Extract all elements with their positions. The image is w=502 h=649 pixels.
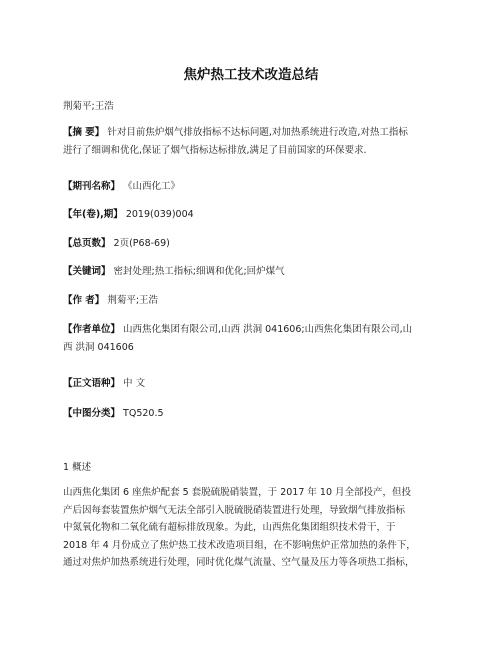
body-line: 产后因每套装置焦炉烟气无法全部引入脱硫脱硝装置进行处理，导致烟气排放指标 [63, 504, 406, 516]
pages-field [63, 235, 443, 253]
affiliation-text-line-2: 西 洪洞 041606 [63, 341, 134, 353]
language-value: 中 文 [123, 378, 146, 389]
abstract-text-line-1: 针对目前焦炉烟气排放指标不达标问题,对加热系统进行改造,对热工指标 [107, 127, 408, 138]
year-issue-field [63, 206, 443, 224]
classification-field [63, 405, 443, 423]
affiliation-text-line-1: 山西焦化集团有限公司,山西 洪洞 041606;山西焦化集团有限公司,山 [123, 324, 413, 335]
journal-value: 《山西化工》 [123, 181, 181, 192]
year-issue-value: 2019(039)004 [125, 209, 194, 220]
classification-value: TQ520.5 [123, 408, 164, 419]
journal-label: 【期刊名称】 [63, 181, 121, 192]
keywords-label: 【关键词】 [63, 266, 111, 277]
pages-value: 2页(P68-69) [113, 238, 170, 249]
year-issue-label: 【年(卷),期】 [63, 209, 123, 220]
abstract-text-line-2: 进行了细调和优化,保证了烟气指标达标排放,满足了目前国家的环保要求. [63, 144, 367, 156]
section-heading: 1 概述 [63, 462, 92, 473]
body-line: 2018 年 4 月份成立了焦炉热工技术改造项目组，在不影响焦炉正常加热的条件下， [63, 539, 416, 551]
language-label: 【正文语种】 [63, 378, 121, 389]
body-line: 通过对焦炉加热系统进行处理，同时优化煤气流量、空气量及压力等各项热工指标， [63, 557, 415, 569]
abstract-label: 【摘 要】 [63, 127, 105, 138]
author-line: 荆菊平;王浩 [63, 101, 114, 112]
pages-label: 【总页数】 [63, 238, 111, 249]
affiliation-field [63, 321, 443, 356]
document-title: 焦炉热工技术改造总结 [183, 67, 319, 83]
keywords-field [63, 263, 443, 281]
classification-label: 【中图分类】 [63, 408, 121, 419]
author-label: 【作 者】 [63, 295, 105, 306]
affiliation-label: 【作者单位】 [63, 324, 121, 335]
journal-field [63, 178, 443, 196]
body-line: 中氮氧化物和二氧化硫有超标排放现象。为此，山西焦化集团组织技术骨干，于 [63, 522, 396, 534]
abstract-field [63, 124, 443, 159]
author-value: 荆菊平;王浩 [107, 295, 159, 306]
body-paragraph [63, 484, 443, 572]
language-field [63, 375, 443, 393]
keywords-value: 密封处理;热工指标;细调和优化;回炉煤气 [113, 266, 285, 277]
author-field [63, 292, 443, 310]
body-line: 山西焦化集团 6 座焦炉配套 5 套脱硫脱硝装置，于 2017 年 10 月全部投产，但投 [63, 487, 412, 498]
